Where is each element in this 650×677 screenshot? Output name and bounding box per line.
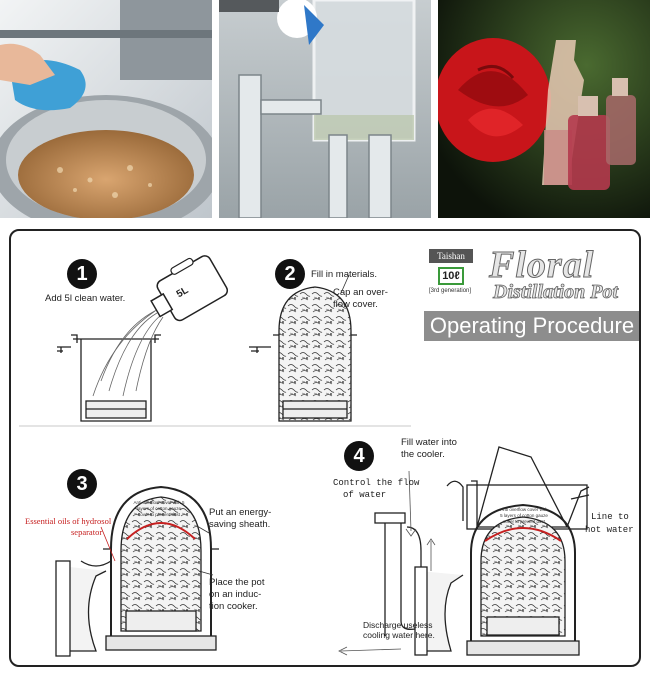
step-4-fill-line2: the cooler. <box>401 449 445 460</box>
step-3-sheath-line1: Put an energy- <box>209 507 272 518</box>
rose-perfume-photo <box>438 0 650 218</box>
capacity-badge: 10ℓ <box>438 267 464 285</box>
title-distillation-pot: Distillation Pot <box>493 281 619 303</box>
step-2-cap-line1: Cap an over- <box>333 287 388 298</box>
step-1-number: 1 <box>67 259 97 289</box>
step-3-place-line2: on an induc- <box>209 589 262 600</box>
step-4-cover-line3: cover to prevent dust <box>502 519 546 524</box>
step1-pot <box>57 335 161 421</box>
step-3-cover-line2: layers of cotton gauze <box>136 506 182 511</box>
step-4-control-line2: of water <box>343 490 387 500</box>
step-3-place-line1: Place the pot <box>209 577 265 588</box>
step-2-number: 2 <box>275 259 305 289</box>
step-2-fill: Fill in materials. <box>311 269 377 280</box>
step-4-line-to-hot-water-1: Line to <box>591 512 629 522</box>
step-4-control-line1: Control the flow <box>333 478 420 488</box>
step1-water-stream <box>93 309 163 396</box>
bottle-label: 5L <box>174 284 191 301</box>
brand-badge: Taishan <box>429 249 473 263</box>
step-4-cover-line1: Anti overflow cover with <box>500 507 548 512</box>
step-4-discharge-line1: Discharge useless <box>363 620 433 630</box>
step-4-number: 4 <box>344 441 374 471</box>
step-3-number: 3 <box>67 469 97 499</box>
procedure-panel <box>9 229 641 667</box>
step-3-cover-line3: cover to prevent dust <box>137 512 181 517</box>
step-3-place-line3: tion cooker. <box>209 601 258 612</box>
step-3-cover-line1: Anti overflow cover with 5 <box>133 500 185 505</box>
step-4-fill-line1: Fill water into <box>401 437 457 448</box>
step-2-cap-line2: flow cover. <box>333 299 378 310</box>
step-4-cover-line2: 5 layers of cotton gauze <box>500 513 548 518</box>
step-4-discharge-line2: cooling water here. <box>363 630 435 640</box>
step-3-oils-line2: separator <box>71 527 103 537</box>
step-4-line-to-hot-water-2: hot water <box>585 525 634 535</box>
pot-with-materials-photo <box>0 0 212 218</box>
operating-procedure-banner: Operating Procedure <box>424 311 640 341</box>
title-floral: Floral <box>489 244 595 286</box>
step-3-oils-line1: Essential oils of hydrosol <box>25 516 112 526</box>
glass-distiller-photo <box>219 0 431 218</box>
step-3-sheath-line2: saving sheath. <box>209 519 271 530</box>
generation-label: [3rd generation] <box>429 288 472 294</box>
step-1-instruction: Add 5l clean water. <box>45 293 126 304</box>
